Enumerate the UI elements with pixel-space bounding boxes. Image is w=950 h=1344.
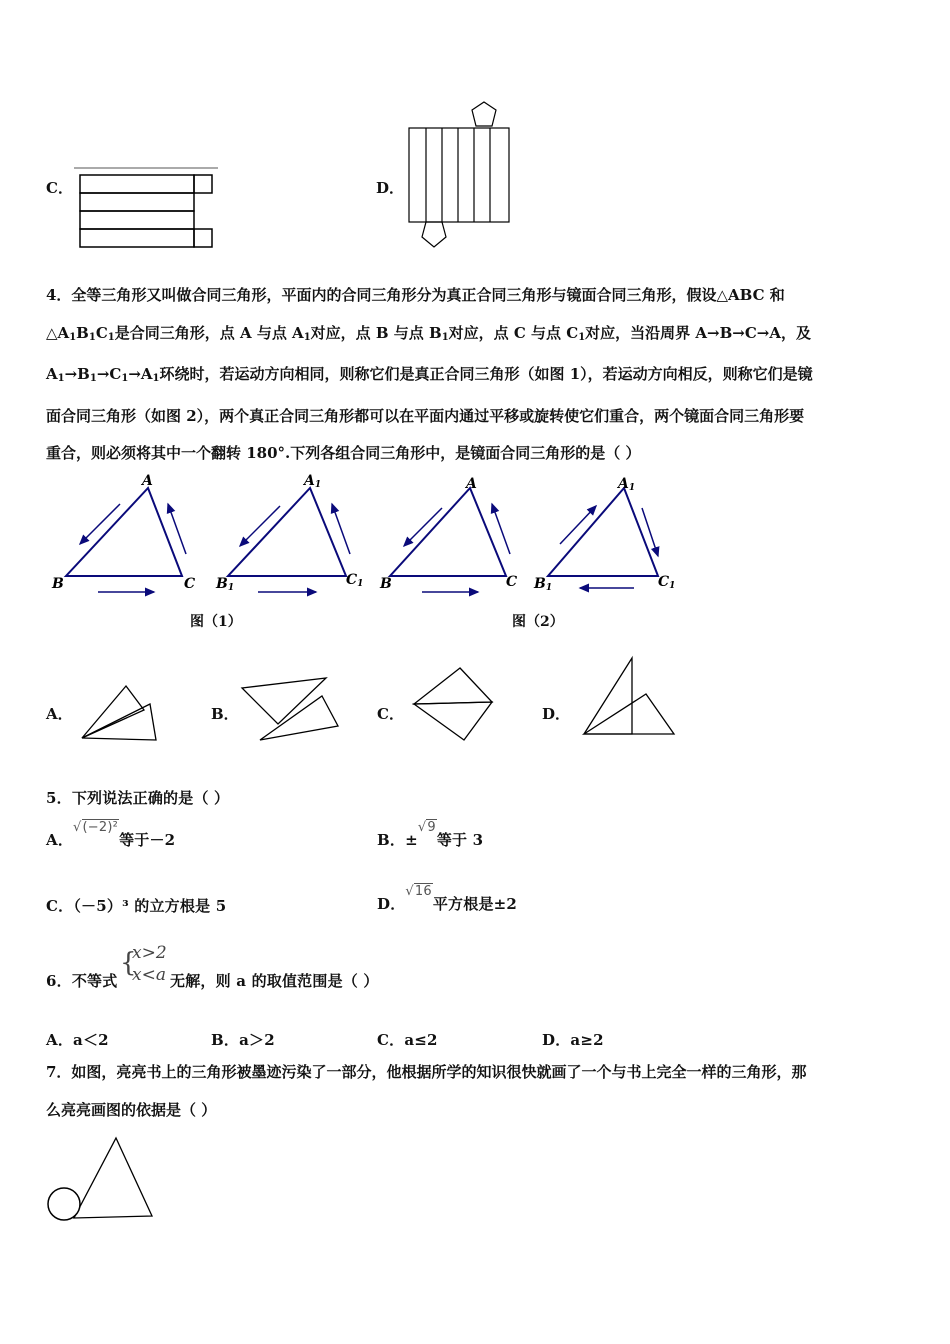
fig2-triangle-abc <box>390 488 506 576</box>
q4-option-a-label: A． <box>46 705 73 723</box>
q5-option-c: C．（－5）³ 的立方根是 5 <box>46 897 227 915</box>
label-c: C <box>184 576 196 592</box>
c-rect-side-top <box>194 175 212 193</box>
c-rect-2 <box>80 193 194 211</box>
q4-option-c-figure <box>406 664 496 744</box>
label-b: B <box>52 576 64 592</box>
sqrt-icon: √(−2)² <box>73 820 119 835</box>
q5-option-a: A．√(−2)²等于－2 <box>46 820 176 849</box>
fig2-caption: 图（2） <box>512 614 564 630</box>
q6-suffix: 无解，则 a 的取值范围是（ ） <box>170 972 379 990</box>
svg-text:A1: A1 <box>618 476 636 493</box>
q5-stem: 5．下列说法正确的是（ ） <box>46 789 230 807</box>
q6-option-a: A．a＜2 <box>46 1031 109 1049</box>
svg-text:C1: C1 <box>658 574 676 591</box>
fig1-caption: 图（1） <box>190 614 242 630</box>
q4-option-d-figure <box>578 654 680 740</box>
svg-text:A: A <box>466 476 477 492</box>
q4-option-b-figure <box>238 672 344 746</box>
label-a: A <box>142 473 153 489</box>
pentagon-bottom <box>422 222 446 247</box>
q7-triangle <box>74 1138 152 1218</box>
c-rect-1 <box>80 175 194 193</box>
q6-option-b: B．a＞2 <box>211 1031 275 1049</box>
q4-stem: 4．全等三角形又叫做合同三角形，平面内的合同三角形分为真正合同三角形与镜面合同三角形，假设△ABC 和 $\triangle A_1B_1C_1$是合同三角形，点 A 与点 $A_1$对应，点 B 与点 $B_1$对应，点 C 与点 $C_1$对应，当沿周界 A→B→C→A，及 $A_1\to B_1\to C_1\to A_1$环绕时，若运动方向相同，则称它们是真正合同三角形（如图 1），若运动方向相反，则称它们是镜 面合同三角形（如图 2），两个真正合同三角形都可以在平面内通过平移或旋转使它们重合，两个镜面合同三角形要 重合，则必须将其中一个翻转 180°.下列各组合同三角形中，是镜面合同三角形的是（ ） <box>46 286 813 462</box>
c-rect-side-bottom <box>194 229 212 247</box>
q3-option-d-label: D． <box>376 179 405 197</box>
q3-option-d-figure <box>404 98 514 254</box>
c-rect-4 <box>80 229 194 247</box>
svg-text:C: C <box>506 574 518 590</box>
fig1-triangle-a1b1c1 <box>228 488 346 576</box>
q6-system: x>2 x<a <box>132 943 167 985</box>
q4-triangle-figures <box>40 468 700 608</box>
q5-option-d: D．√16平方根是±2 <box>377 884 518 913</box>
q3-option-c-label: C． <box>46 179 73 197</box>
q3-option-c-figure <box>72 163 222 255</box>
svg-text:A1: A1 <box>304 473 322 490</box>
svg-text:B: B <box>380 576 392 592</box>
c-rect-3 <box>80 211 194 229</box>
q6-prefix: 6．不等式 <box>46 972 118 990</box>
q4-option-c-label: C． <box>377 705 404 723</box>
q7-figure <box>44 1134 158 1226</box>
q6-option-d: D．a≥2 <box>542 1031 604 1049</box>
ink-blot-circle <box>48 1188 80 1220</box>
q5-option-b: B．±√9等于 3 <box>377 820 484 849</box>
q7-stem: 7．如图，亮亮书上的三角形被墨迹污染了一部分，他根据所学的知识很快就画了一个与书上完全一样的三角形，那 么亮亮画图的依据是（ ） <box>46 1063 807 1119</box>
svg-text:B1: B1 <box>216 576 235 593</box>
q6-brace: { <box>120 948 137 978</box>
sqrt-icon: √9 <box>417 820 436 835</box>
q6-option-c: C．a≤2 <box>377 1031 438 1049</box>
pentagon-top <box>472 102 496 126</box>
svg-text:C1: C1 <box>346 572 364 589</box>
q4-option-a-figure <box>78 682 162 744</box>
q4-option-b-label: B． <box>211 705 239 723</box>
sqrt-icon: √16 <box>405 884 432 899</box>
fig2-triangle-a1b1c1 <box>548 488 658 576</box>
svg-text:B1: B1 <box>534 576 553 593</box>
q4-option-d-label: D． <box>542 705 571 723</box>
fig1-triangle-abc <box>66 488 182 576</box>
